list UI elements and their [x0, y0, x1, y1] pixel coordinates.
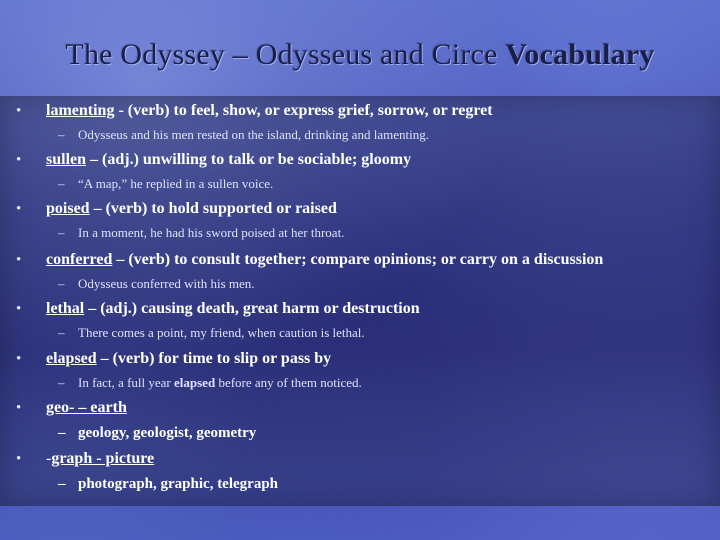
vocab-term: lethal	[46, 300, 85, 317]
vocab-term: lamenting	[46, 102, 115, 119]
vocab-definition: – (adj.) unwilling to talk or be sociable; gloomy	[86, 151, 412, 168]
dash-icon: –	[58, 325, 65, 340]
vocab-definition: – (adj.) causing death, great harm or destruction	[84, 300, 420, 317]
dash-icon: –	[58, 127, 65, 142]
example-line	[58, 425, 256, 442]
bullet-icon: •	[16, 451, 22, 467]
vocab-definition: – (verb) for time to slip or pass by	[96, 350, 332, 367]
example-sentence-start: In fact, a full year	[78, 375, 175, 390]
vocab-term: sullen	[46, 151, 87, 168]
example-line	[58, 476, 278, 493]
dash-icon: –	[58, 476, 66, 492]
example-line	[58, 375, 362, 391]
vocab-term: graph - picture	[51, 450, 155, 467]
vocab-term: poised	[46, 200, 90, 217]
example-line	[58, 276, 255, 292]
term-line	[46, 251, 603, 269]
example-sentence: There comes a point, my friend, when caution is lethal.	[78, 325, 365, 340]
bullet-icon: •	[16, 400, 22, 416]
example-highlighted-word: elapsed	[174, 375, 216, 390]
example-line	[58, 325, 365, 341]
bullet-icon: •	[16, 301, 22, 317]
term-line	[46, 200, 337, 218]
slide-title-emphasis: Vocabulary	[505, 38, 655, 71]
dash-icon: –	[58, 425, 66, 441]
vocab-definition: – (verb) to hold supported or raised	[89, 200, 337, 217]
example-words: geology, geologist, geometry	[78, 425, 257, 441]
bullet-icon: •	[16, 103, 22, 119]
vocab-term: conferred	[46, 251, 113, 268]
example-sentence: In a moment, he had his sword poised at her throat.	[78, 225, 345, 240]
vocab-term: geo- – earth	[46, 399, 127, 416]
bullet-icon: •	[16, 201, 22, 217]
example-line	[58, 127, 429, 143]
vocab-term: elapsed	[46, 350, 97, 367]
vocab-definition: – (verb) to consult together; compare opinions; or carry on a discussion	[112, 251, 604, 268]
dash-icon: –	[58, 225, 65, 240]
term-line	[46, 151, 411, 169]
vocab-definition: - (verb) to feel, show, or express grief, sorrow, or regret	[114, 102, 493, 119]
example-words: photograph, graphic, telegraph	[78, 476, 279, 492]
example-sentence: Odysseus conferred with his men.	[78, 276, 255, 291]
term-line	[46, 350, 331, 368]
example-sentence: “A map,” he replied in a sullen voice.	[78, 176, 274, 191]
bullet-icon: •	[16, 351, 22, 367]
term-line	[46, 450, 154, 468]
term-line	[46, 399, 127, 417]
example-line	[58, 225, 344, 241]
term-prefix: -	[46, 450, 52, 467]
example-sentence-end: before any of them noticed.	[215, 375, 362, 390]
term-line	[46, 300, 420, 318]
example-sentence: Odysseus and his men rested on the island, drinking and lamenting.	[78, 127, 429, 142]
dash-icon: –	[58, 176, 65, 191]
term-line	[46, 102, 493, 120]
bullet-icon: •	[16, 252, 22, 268]
bullet-icon: •	[16, 152, 22, 168]
slide-title-main: The Odyssey – Odysseus and Circe	[65, 38, 498, 71]
slide-title	[0, 38, 720, 72]
dash-icon: –	[58, 276, 65, 291]
example-line	[58, 176, 273, 192]
dash-icon: –	[58, 375, 65, 390]
